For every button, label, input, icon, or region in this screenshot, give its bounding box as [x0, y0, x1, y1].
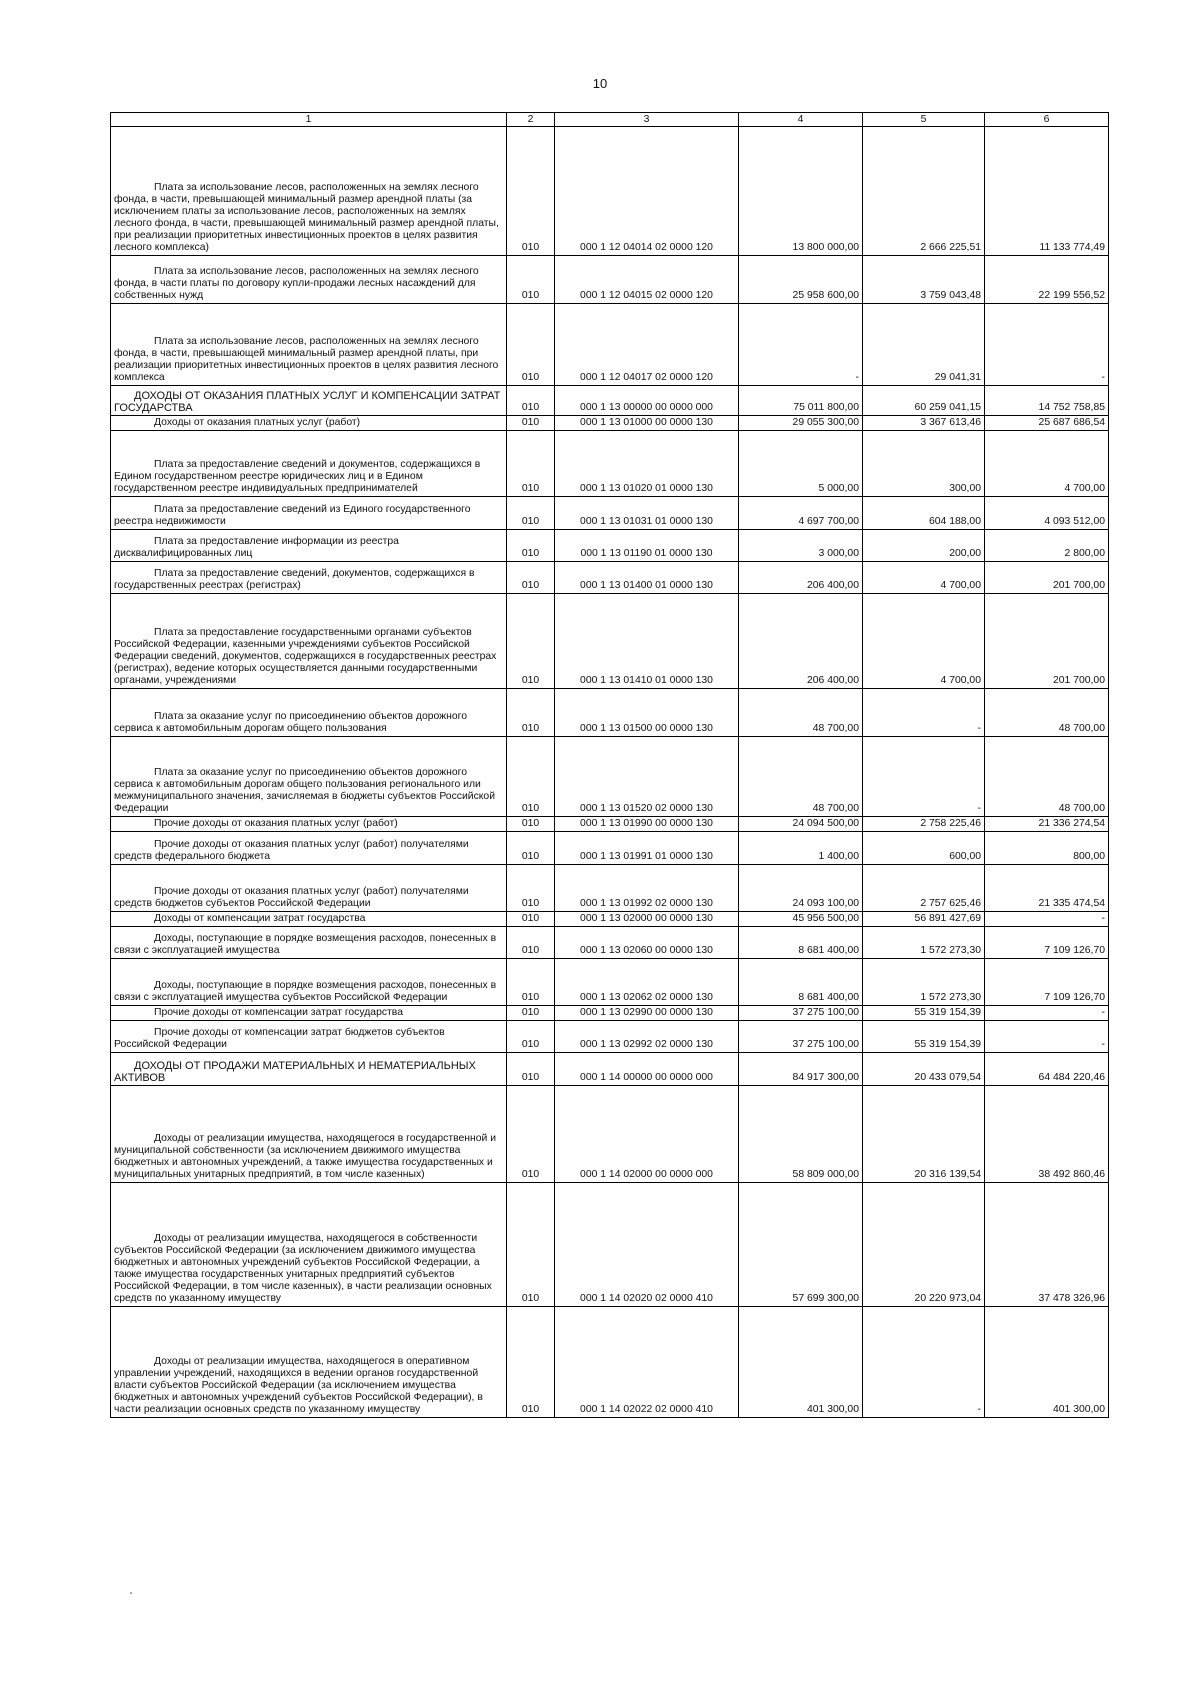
row-line-code: 010 [507, 689, 555, 737]
row-name-text: Плата за предоставление сведений из Единого государственного реестра недвижимости [114, 504, 471, 527]
table-row [111, 865, 1109, 912]
row-col6-value: 7 109 126,70 [985, 959, 1109, 1006]
revenue-table [110, 112, 1109, 1418]
row-name-text: Прочие доходы от оказания платных услуг (работ) [154, 818, 398, 829]
row-col4-value: 84 917 300,00 [739, 1053, 863, 1086]
row-line-code: 010 [507, 256, 555, 304]
row-name-text: Плата за предоставление государственными органами субъектов Российской Федерации, казенными учреждениями субъектов Российской Федерации сведений, документов, содержащихся в государственных реестрах (регистрах), ведение которых осуществляется данными государственными органами, учреждениями [114, 627, 497, 686]
table-row [111, 594, 1109, 689]
row-name [111, 562, 507, 594]
table-body [111, 127, 1109, 1418]
table-row [111, 1307, 1109, 1418]
row-name [111, 304, 507, 386]
table-row [111, 127, 1109, 256]
row-line-code: 010 [507, 1086, 555, 1183]
row-col4-value: 37 275 100,00 [739, 1021, 863, 1053]
row-name-text: Доходы, поступающие в порядке возмещения расходов, понесенных в связи с эксплуатацией имущества [114, 933, 497, 956]
row-name-text: Доходы от реализации имущества, находящегося в государственной и муниципальной собственности (за исключением движимого имущества бюджетных и автономных учреждений, а также имущества государственных и муниципальных унитарных предприятий, в том числе казенных) [114, 1133, 497, 1180]
row-name-text: Прочие доходы от компенсации затрат бюджетов субъектов Российской Федерации [114, 1027, 445, 1050]
row-line-code: 010 [507, 594, 555, 689]
row-budget-code: 000 1 13 01500 00 0000 130 [555, 689, 739, 737]
row-col6-value: 48 700,00 [985, 689, 1109, 737]
row-name [111, 1307, 507, 1418]
row-name [111, 256, 507, 304]
table-row [111, 1086, 1109, 1183]
header-col-5: 5 [863, 113, 985, 127]
row-col5-value: 4 700,00 [863, 594, 985, 689]
table-row [111, 1006, 1109, 1021]
row-col4-value: 206 400,00 [739, 562, 863, 594]
header-row [111, 113, 1109, 127]
row-name [111, 127, 507, 256]
table-row [111, 689, 1109, 737]
row-col5-value: 2 758 225,46 [863, 817, 985, 832]
row-line-code: 010 [507, 927, 555, 959]
row-name [111, 832, 507, 865]
row-col4-value: 48 700,00 [739, 737, 863, 817]
row-line-code: 010 [507, 304, 555, 386]
table-row [111, 959, 1109, 1006]
row-name [111, 386, 507, 416]
row-line-code: 010 [507, 497, 555, 530]
row-col6-value: 21 336 274,54 [985, 817, 1109, 832]
table-row [111, 530, 1109, 562]
row-name [111, 416, 507, 431]
row-name [111, 737, 507, 817]
row-name-text: Плата за оказание услуг по присоединению объектов дорожного сервиса к автомобильным дорогам общего пользования [114, 711, 467, 734]
row-name-text: ДОХОДЫ ОТ ПРОДАЖИ МАТЕРИАЛЬНЫХ И НЕМАТЕРИАЛЬНЫХ АКТИВОВ [114, 1060, 476, 1084]
row-col6-value: - [985, 1021, 1109, 1053]
row-name-text: Прочие доходы от компенсации затрат государства [154, 1007, 403, 1018]
row-col4-value: 45 956 500,00 [739, 912, 863, 927]
row-col5-value: 300,00 [863, 431, 985, 497]
row-col5-value: 2 757 625,46 [863, 865, 985, 912]
row-line-code: 010 [507, 416, 555, 431]
table-row [111, 431, 1109, 497]
row-line-code: 010 [507, 1053, 555, 1086]
row-name [111, 1021, 507, 1053]
row-budget-code: 000 1 14 02020 02 0000 410 [555, 1183, 739, 1307]
table-row [111, 1053, 1109, 1086]
row-line-code: 010 [507, 1183, 555, 1307]
row-name [111, 1053, 507, 1086]
row-name [111, 431, 507, 497]
row-col5-value: 56 891 427,69 [863, 912, 985, 927]
row-col6-value: - [985, 912, 1109, 927]
row-name-text: Прочие доходы от оказания платных услуг (работ) получателями средств федерального бюджета [114, 839, 469, 862]
row-budget-code: 000 1 13 01991 01 0000 130 [555, 832, 739, 865]
row-col4-value: 37 275 100,00 [739, 1006, 863, 1021]
row-col5-value: 20 316 139,54 [863, 1086, 985, 1183]
row-col4-value: 24 094 500,00 [739, 817, 863, 832]
row-col6-value: 800,00 [985, 832, 1109, 865]
row-name [111, 1086, 507, 1183]
row-col6-value: 2 800,00 [985, 530, 1109, 562]
row-name-text: Плата за использование лесов, расположенных на землях лесного фонда, в части, превышающей минимальный размер арендной платы, при реализации приоритетных инвестиционных проектов в целях развития лесного комплекса [114, 336, 499, 383]
row-col6-value: 4 700,00 [985, 431, 1109, 497]
row-col5-value: 20 220 973,04 [863, 1183, 985, 1307]
row-col4-value: 25 958 600,00 [739, 256, 863, 304]
row-name [111, 817, 507, 832]
row-col6-value: 7 109 126,70 [985, 927, 1109, 959]
row-col4-value: 24 093 100,00 [739, 865, 863, 912]
row-line-code: 010 [507, 1021, 555, 1053]
row-budget-code: 000 1 13 00000 00 0000 000 [555, 386, 739, 416]
row-line-code: 010 [507, 127, 555, 256]
row-col6-value: 21 335 474,54 [985, 865, 1109, 912]
table-row [111, 1021, 1109, 1053]
row-col4-value: 75 011 800,00 [739, 386, 863, 416]
row-name-text: Доходы от оказания платных услуг (работ) [154, 417, 361, 428]
row-col4-value: 4 697 700,00 [739, 497, 863, 530]
row-col4-value: 8 681 400,00 [739, 927, 863, 959]
row-name [111, 530, 507, 562]
row-col6-value: - [985, 304, 1109, 386]
header-col-1: 1 [111, 113, 507, 127]
row-col4-value: 58 809 000,00 [739, 1086, 863, 1183]
row-col6-value: 14 752 758,85 [985, 386, 1109, 416]
row-name [111, 927, 507, 959]
row-col4-value: 57 699 300,00 [739, 1183, 863, 1307]
row-col5-value: 1 572 273,30 [863, 927, 985, 959]
row-col4-value: 8 681 400,00 [739, 959, 863, 1006]
row-budget-code: 000 1 13 01031 01 0000 130 [555, 497, 739, 530]
row-col5-value: 600,00 [863, 832, 985, 865]
row-budget-code: 000 1 13 01190 01 0000 130 [555, 530, 739, 562]
row-name-text: Плата за оказание услуг по присоединению объектов дорожного сервиса к автомобильным дорогам общего пользования регионального или межмуниципального значения, зачисляемая в бюджеты субъектов Российской Федерации [114, 767, 496, 814]
row-name-text: ДОХОДЫ ОТ ОКАЗАНИЯ ПЛАТНЫХ УСЛУГ И КОМПЕНСАЦИИ ЗАТРАТ ГОСУДАРСТВА [114, 390, 501, 414]
header-col-4: 4 [739, 113, 863, 127]
row-col5-value: - [863, 1307, 985, 1418]
row-name-text: Плата за использование лесов, расположенных на землях лесного фонда, в части платы по договору купли-продажи лесных насаждений для собственных нужд [114, 266, 479, 301]
row-line-code: 010 [507, 959, 555, 1006]
row-col4-value: 206 400,00 [739, 594, 863, 689]
table-row [111, 737, 1109, 817]
row-col5-value: 20 433 079,54 [863, 1053, 985, 1086]
row-name-text: Плата за предоставление информации из реестра дисквалифицированных лиц [114, 536, 399, 559]
table-row [111, 416, 1109, 431]
row-col5-value: 1 572 273,30 [863, 959, 985, 1006]
row-budget-code: 000 1 14 02022 02 0000 410 [555, 1307, 739, 1418]
row-name-text: Доходы от компенсации затрат государства [154, 913, 366, 924]
row-col4-value: 1 400,00 [739, 832, 863, 865]
row-name-text: Доходы от реализации имущества, находящегося в оперативном управлении учреждений, находящихся в ведении органов государственной власти субъектов Российской Федерации (за исключением имущества бюджетных и автономных учреждений субъектов Российской Федерации), в части реализации основных средств по указанному имуществу [114, 1356, 483, 1415]
row-budget-code: 000 1 13 01992 02 0000 130 [555, 865, 739, 912]
row-col4-value: 401 300,00 [739, 1307, 863, 1418]
row-col5-value: 29 041,31 [863, 304, 985, 386]
row-col4-value: 3 000,00 [739, 530, 863, 562]
table-row [111, 927, 1109, 959]
row-col5-value: - [863, 737, 985, 817]
row-col6-value: 11 133 774,49 [985, 127, 1109, 256]
row-budget-code: 000 1 12 04017 02 0000 120 [555, 304, 739, 386]
row-col4-value: 13 800 000,00 [739, 127, 863, 256]
row-col5-value: 3 759 043,48 [863, 256, 985, 304]
row-col6-value: 201 700,00 [985, 594, 1109, 689]
row-col6-value: - [985, 1006, 1109, 1021]
table-row [111, 817, 1109, 832]
row-line-code: 010 [507, 1307, 555, 1418]
row-budget-code: 000 1 14 00000 00 0000 000 [555, 1053, 739, 1086]
scan-speck [130, 1592, 132, 1594]
row-name-text: Прочие доходы от оказания платных услуг (работ) получателями средств бюджетов субъектов Российской Федерации [114, 886, 469, 909]
row-col6-value: 37 478 326,96 [985, 1183, 1109, 1307]
row-col5-value: 200,00 [863, 530, 985, 562]
row-line-code: 010 [507, 832, 555, 865]
row-budget-code: 000 1 12 04014 02 0000 120 [555, 127, 739, 256]
row-col4-value: - [739, 304, 863, 386]
row-name [111, 959, 507, 1006]
row-col5-value: - [863, 689, 985, 737]
row-budget-code: 000 1 13 01020 01 0000 130 [555, 431, 739, 497]
header-col-3: 3 [555, 113, 739, 127]
table-row [111, 386, 1109, 416]
row-col5-value: 604 188,00 [863, 497, 985, 530]
row-line-code: 010 [507, 865, 555, 912]
row-line-code: 010 [507, 530, 555, 562]
row-line-code: 010 [507, 912, 555, 927]
table-row [111, 562, 1109, 594]
row-col6-value: 48 700,00 [985, 737, 1109, 817]
row-name [111, 689, 507, 737]
row-budget-code: 000 1 13 02000 00 0000 130 [555, 912, 739, 927]
row-col6-value: 401 300,00 [985, 1307, 1109, 1418]
row-budget-code: 000 1 13 01520 02 0000 130 [555, 737, 739, 817]
row-col6-value: 4 093 512,00 [985, 497, 1109, 530]
row-col5-value: 2 666 225,51 [863, 127, 985, 256]
row-name-text: Доходы, поступающие в порядке возмещения расходов, понесенных в связи с эксплуатацией имущества субъектов Российской Федерации [114, 980, 497, 1003]
table-row [111, 497, 1109, 530]
row-col6-value: 38 492 860,46 [985, 1086, 1109, 1183]
table-row [111, 256, 1109, 304]
row-budget-code: 000 1 13 02062 02 0000 130 [555, 959, 739, 1006]
row-line-code: 010 [507, 562, 555, 594]
row-line-code: 010 [507, 1006, 555, 1021]
row-line-code: 010 [507, 817, 555, 832]
row-line-code: 010 [507, 431, 555, 497]
row-name [111, 912, 507, 927]
table-row [111, 912, 1109, 927]
row-name [111, 1006, 507, 1021]
row-col6-value: 201 700,00 [985, 562, 1109, 594]
row-col6-value: 25 687 686,54 [985, 416, 1109, 431]
row-col5-value: 55 319 154,39 [863, 1021, 985, 1053]
row-name-text: Доходы от реализации имущества, находящегося в собственности субъектов Российской Федерации (за исключением движимого имущества бюджетных и автономных учреждений субъектов Российской Федерации, а также имущества государственных унитарных предприятий субъектов Российской Федерации, в том числе казенных), в части реализации основных средств по указанному имуществу [114, 1233, 492, 1304]
row-col4-value: 5 000,00 [739, 431, 863, 497]
row-name-text: Плата за предоставление сведений, документов, содержащихся в государственных реестрах (регистрах) [114, 568, 475, 591]
row-budget-code: 000 1 12 04015 02 0000 120 [555, 256, 739, 304]
row-col5-value: 55 319 154,39 [863, 1006, 985, 1021]
row-budget-code: 000 1 13 01400 01 0000 130 [555, 562, 739, 594]
row-budget-code: 000 1 13 02060 00 0000 130 [555, 927, 739, 959]
row-name [111, 594, 507, 689]
table-row [111, 1183, 1109, 1307]
row-budget-code: 000 1 13 02990 00 0000 130 [555, 1006, 739, 1021]
row-col4-value: 48 700,00 [739, 689, 863, 737]
row-name [111, 1183, 507, 1307]
row-col5-value: 60 259 041,15 [863, 386, 985, 416]
header-col-6: 6 [985, 113, 1109, 127]
row-line-code: 010 [507, 386, 555, 416]
row-budget-code: 000 1 13 01990 00 0000 130 [555, 817, 739, 832]
table-row [111, 832, 1109, 865]
header-col-2: 2 [507, 113, 555, 127]
row-budget-code: 000 1 14 02000 00 0000 000 [555, 1086, 739, 1183]
table-row [111, 304, 1109, 386]
row-name-text: Плата за предоставление сведений и документов, содержащихся в Едином государственном реестре юридических лиц и в Едином государственном реестре индивидуальных предпринимателей [114, 459, 481, 494]
row-line-code: 010 [507, 737, 555, 817]
row-name [111, 497, 507, 530]
row-name [111, 865, 507, 912]
row-name-text: Плата за использование лесов, расположенных на землях лесного фонда, в части, превышающей минимальный размер арендной платы (за исключением платы за использование лесов, расположенных на землях лесного фонда, в части, превышающей минимальный размер арендной платы, при реализации приоритетных инвестиционных проектов в целях развития лесного комплекса) [114, 182, 499, 253]
row-budget-code: 000 1 13 01000 00 0000 130 [555, 416, 739, 431]
row-col4-value: 29 055 300,00 [739, 416, 863, 431]
row-col5-value: 3 367 613,46 [863, 416, 985, 431]
row-col6-value: 22 199 556,52 [985, 256, 1109, 304]
page-number: 10 [592, 76, 608, 91]
row-budget-code: 000 1 13 02992 02 0000 130 [555, 1021, 739, 1053]
row-budget-code: 000 1 13 01410 01 0000 130 [555, 594, 739, 689]
row-col5-value: 4 700,00 [863, 562, 985, 594]
row-col6-value: 64 484 220,46 [985, 1053, 1109, 1086]
